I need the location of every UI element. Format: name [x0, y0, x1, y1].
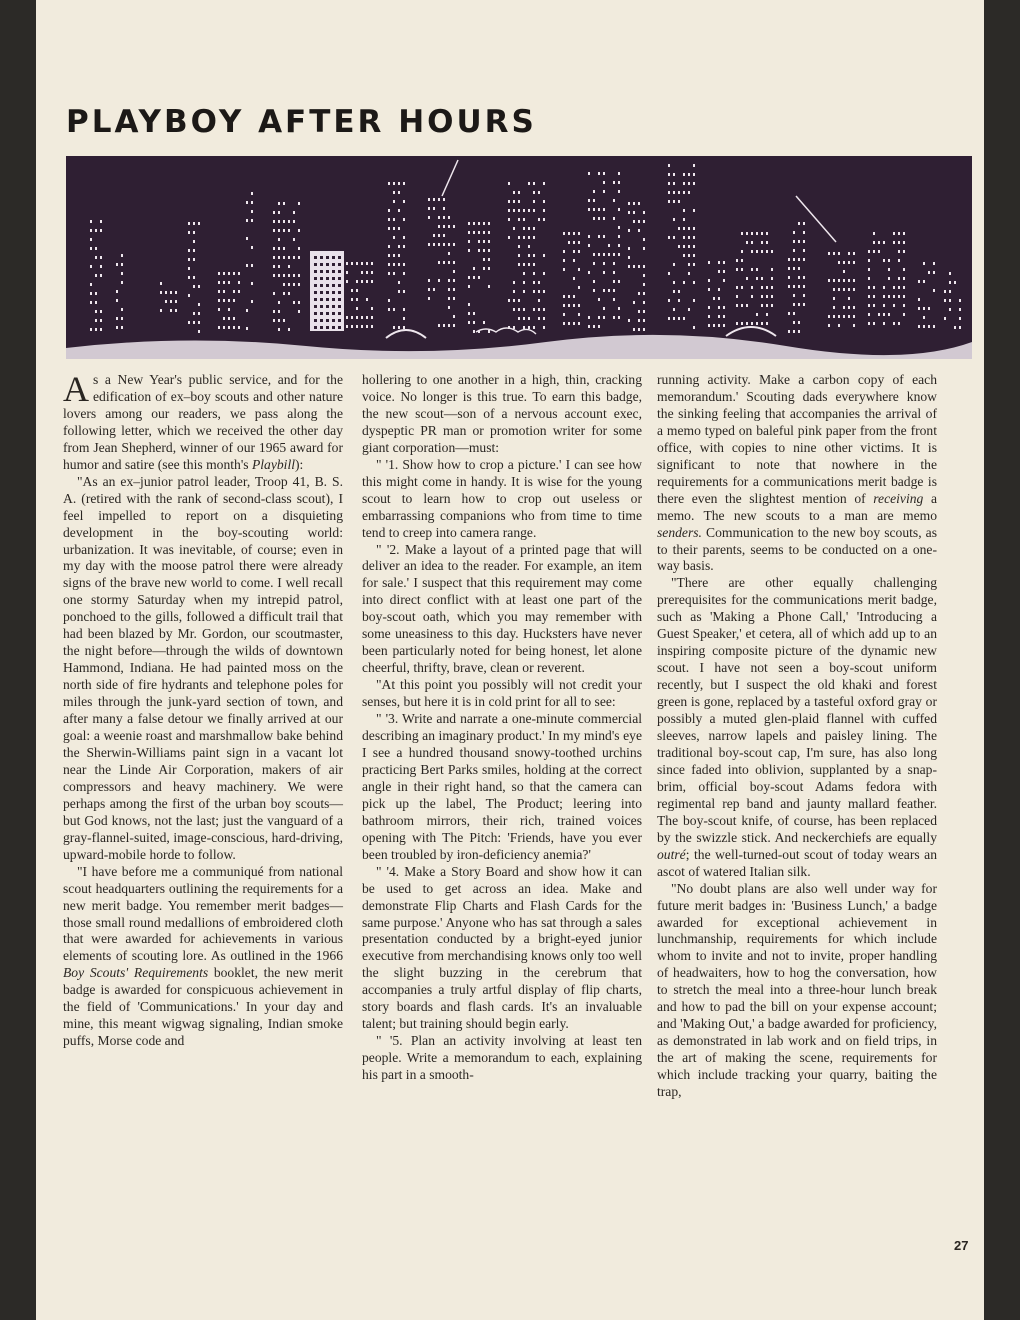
window [332, 277, 335, 280]
skyline-building [588, 172, 620, 328]
window [332, 312, 335, 315]
window [314, 291, 317, 294]
window [320, 298, 323, 301]
window [326, 305, 329, 308]
skyline-building [788, 222, 805, 333]
drop-cap: A [63, 369, 89, 409]
skyline-building [508, 182, 545, 329]
window [338, 284, 341, 287]
skyline-building [944, 272, 961, 329]
skyline-building [160, 282, 177, 312]
window [332, 263, 335, 266]
street-ground [66, 335, 972, 359]
window [314, 277, 317, 280]
window [314, 284, 317, 287]
window [314, 256, 317, 259]
window [320, 277, 323, 280]
searchlight-streak [442, 160, 458, 196]
window [320, 305, 323, 308]
window [338, 263, 341, 266]
window [314, 305, 317, 308]
window [314, 263, 317, 266]
skyline-building [628, 202, 645, 331]
window [332, 256, 335, 259]
window [314, 319, 317, 322]
paragraph: "No doubt plans are also well under way for future merit badges in: 'Business Lunch,' a badge awarded for exceptional achievement in lunchmanship, requirements for which include whom to invite and not to invite, proper handling of headwaiters, how to hog the conversation, how to stretch the meal into a three-hour lunch break and how to pad the bill on your expense account; and 'Making Out,' a badge awarded for proficiency, as demonstrated in lab work and on field trips, in the art of making the scene, requirements for which include tracking your quarry, baiting the trap, [657, 880, 937, 1100]
paragraph: hollering to one another in a high, thin, cracking voice. No longer is this true. To earn this badge, the new scout—son of a nervous account exec, dyspeptic PR man or promotion writer for some giant corporation—must: [362, 372, 642, 455]
window [332, 298, 335, 301]
skyline-building [246, 192, 253, 330]
window [332, 284, 335, 287]
paragraph: "As an ex–junior patrol leader, Troop 41, B. S. A. (retired with the rank of second-class scout), I feel impelled to report on a disquieting development in the boy-scouting world: urbanization. It was inevitable, of course; even in my day with the moose patrol there were already signs of the brave new world to come. I well recall one stormy Saturday when my intrepid patrol, ponchoed to the gills, followed a difficult trail that had been blazed by Mr. Gordon, our scoutmaster, the night before—through the wilds of downtown Hammond, Indiana. He had painted moss on the north side of fire hydrants and telephone poles for miles through the junk-yard section of town, and after many a false detour we finally arrived at our goal: a weenie roast and marshmallow bake behind the Sherwin-Williams paint sign in a vacant lot near the Linde Air Corporation, makers of air compressors and heavy machinery. We were perhaps among the first of the urban boy scouts—but God knows, not the last; just the vanguard of a gray-flannel-suited, image-conscious, hard-driving, upward-mobile horde to follow. [63, 473, 343, 862]
magazine-page [36, 0, 984, 1320]
paragraph: " '4. Make a Story Board and show how it can be used to get across an idea. Make and demonstrate Flip Charts and Flash Cards for the same purpose.' Anyone who has sat through a sales presentation conducted by a bright-eyed junior executive from merchandising knows only too well the slight buzzing in the cerebrum that accompanies a truly artful display of flip charts, story boards and flash cards. It's an invaluable talent; but training should begin early. [362, 863, 642, 1032]
window [326, 263, 329, 266]
window [314, 270, 317, 273]
window [320, 270, 323, 273]
window [332, 291, 335, 294]
window [320, 256, 323, 259]
paragraph: " '3. Write and narrate a one-minute commercial describing an imaginary product.' In my mind's eye I see a hundred thousand snowy-toothed urchins practicing Bert Parks smiles, holding at the correct angle in their right hand, so that the camera can pick up the label, The Product; leering into bathroom mirrors, their rich, trained voices opening with The Pitch: 'Friends, have you ever been troubled by iron-deficiency anemia?' [362, 711, 642, 862]
skyline-building [868, 232, 905, 325]
skyline-building [388, 182, 405, 329]
window [332, 270, 335, 273]
paragraph: "At this point you possibly will not credit your senses, but here it is in cold print for all to see: [362, 677, 642, 710]
skyline-building [218, 272, 240, 329]
text-column-2 [362, 372, 642, 1084]
window [320, 291, 323, 294]
window [332, 326, 335, 329]
window [326, 284, 329, 287]
window [338, 270, 341, 273]
skyline-building [116, 254, 123, 329]
window [326, 277, 329, 280]
window [314, 326, 317, 329]
skyline-building [918, 262, 935, 328]
window [320, 284, 323, 287]
paragraph: " '5. Plan an activity involving at least ten people. Write a memorandum to each, explaining his part in a smooth- [362, 1033, 642, 1083]
window [338, 298, 341, 301]
paragraph: As a New Year's public service, and for the edification of ex–boy scouts and other nature lovers among our readers, we pass along the following letter, which we received the other day from Jean Shepherd, winner of our 1965 award for humor and satire (see this month's Playbill): [63, 369, 343, 472]
window [320, 312, 323, 315]
window [326, 270, 329, 273]
skyline-building [668, 164, 695, 329]
skyline-building [736, 232, 773, 325]
skyline-building [273, 202, 300, 331]
skyline-building [828, 252, 855, 327]
window [338, 277, 341, 280]
window [320, 326, 323, 329]
skyline-building [188, 222, 200, 333]
text-column-3 [657, 372, 937, 1101]
paragraph: " '2. Make a layout of a printed page that will deliver an idea to the reader. For example, an item for sale.' I suspect that this requirement may come into direct conflict with at least one part of the boy-scout oath, which you may remember with some uneasiness to this day. Hucksters have never been particularly noted for being honest, let alone cheerful, thrifty, brave, clean or reverent. [362, 541, 642, 676]
paragraph: "I have before me a communiqué from national scout headquarters outlining the requirements for a new merit badge. You remember merit badges—those small round medallions of embroidered cloth that were awarded for achievements in various elements of scouting lore. As outlined in the 1966 Boy Scouts' Requirements booklet, the new merit badge is awarded for conspicuous achievement in the field of 'Communications.' In your day and mine, this meant wigwag signaling, Indian smoke puffs, Morse code and [63, 863, 343, 1049]
window [314, 312, 317, 315]
city-skyline-illustration [66, 156, 972, 359]
skyline-building [563, 232, 580, 325]
window [338, 312, 341, 315]
window [320, 319, 323, 322]
window [338, 326, 341, 329]
skyline-building [708, 261, 725, 327]
artist-signature [476, 328, 536, 334]
skyline-building [90, 220, 102, 331]
skyline-building [468, 222, 490, 333]
searchlight-streak [796, 196, 836, 242]
window [332, 305, 335, 308]
window [314, 298, 317, 301]
page-number: 27 [954, 1238, 969, 1253]
window [338, 305, 341, 308]
window [326, 312, 329, 315]
paragraph: "There are other equally challenging prerequisites for the communications merit badge, such as 'Making a Phone Call,' 'Introducing a Guest Speaker,' et cetera, all of which add up to an inspiring composite picture of the dynamic new scout. I have not seen a boy-scout uniform recently, but I suspect the old khaki and forest green is gone, replaced by a tasteful oxford gray or possibly a muted glen-plaid flannel with cuffed sleeves, narrow lapels and paisley lining. The traditional boy-scout cap, I'm sure, has also long since faded into oblivion, supplanted by a snap-brim, official boy-scout Adams fedora with regimental rep band and jaunty mallard feather. The boy-scout knife, of course, has been replaced by the swizzle stick. And neckerchiefs are equally outré; the well-turned-out scout of today wears an ascot of watered Italian silk. [657, 575, 937, 879]
window [326, 256, 329, 259]
window [326, 326, 329, 329]
section-title: PLAYBOY AFTER HOURS [66, 104, 537, 140]
window [326, 319, 329, 322]
window [332, 319, 335, 322]
window [338, 291, 341, 294]
text-column-1 [63, 369, 343, 1050]
vehicle-outline [386, 327, 776, 338]
skyline-building [428, 198, 455, 327]
paragraph: " '1. Show how to crop a picture.' I can see how this might come in handy. It is wise for the young scout to learn how to crop out useless or embarrassing companions who from time to time tend to creep into camera range. [362, 456, 642, 540]
window [326, 291, 329, 294]
paragraph: running activity. Make a carbon copy of each memorandum.' Scouting dads everywhere know the sinking feeling that accompanies the arrival of a memo typed on baleful pink paper from the front office, with copies to nine other victims. It is significant to note that nowhere in the requirements for a communications merit badge is there even the slightest mention of receiving a memo. The new scouts to a man are memo senders. Communication to the new boy scouts, as to their parents, seems to be conducted on a one-way basis. [657, 372, 937, 574]
window [326, 298, 329, 301]
window [338, 256, 341, 259]
window [338, 319, 341, 322]
window [320, 263, 323, 266]
